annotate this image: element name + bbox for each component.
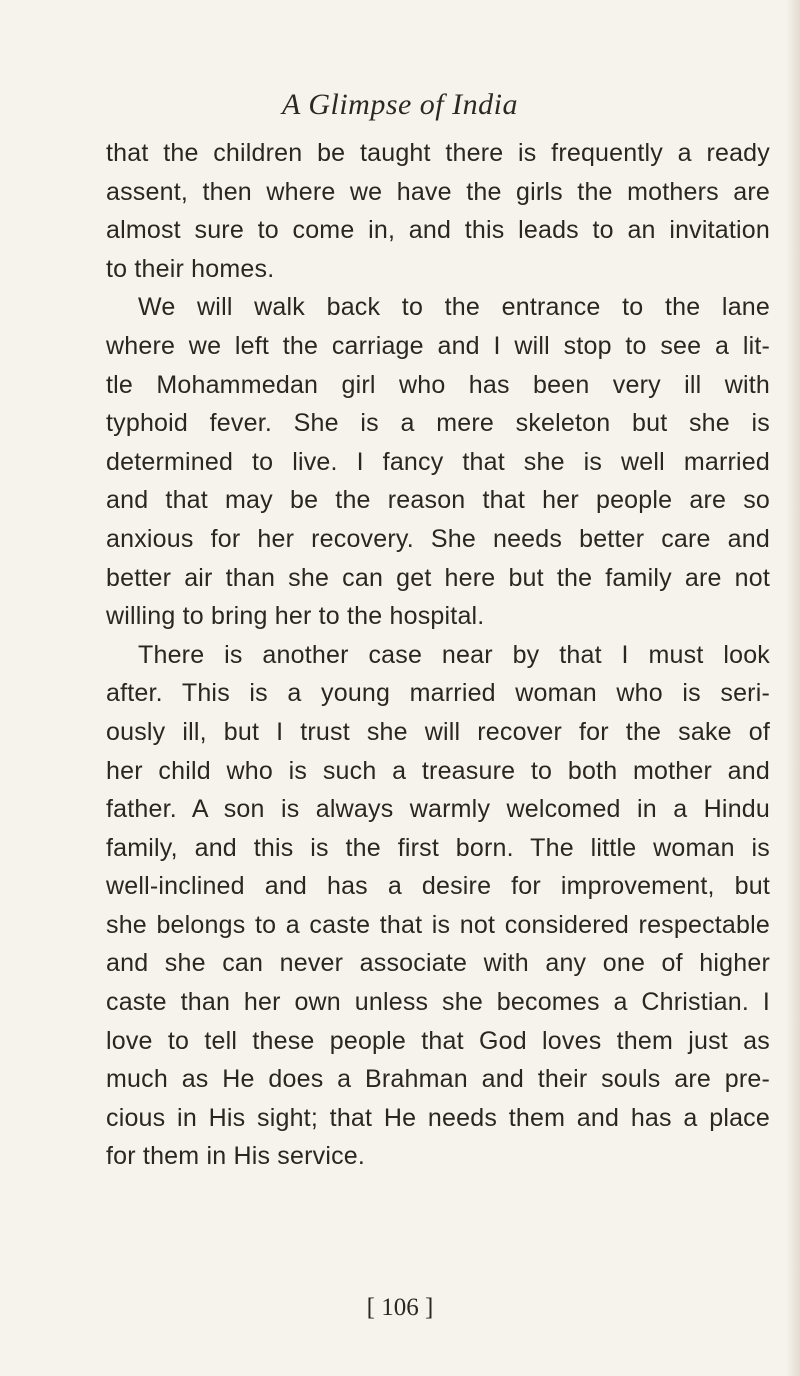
- text-line: determined to live. I fancy that she is well married: [106, 447, 770, 476]
- text-line: anxious for her recovery. She needs better care and: [106, 524, 770, 553]
- text-line: willing to bring her to the hospital.: [106, 602, 485, 631]
- text-line: love to tell these people that God loves them just as: [106, 1026, 770, 1055]
- text-line: after. This is a young married woman who is seri-: [106, 679, 770, 708]
- text-line: caste than her own unless she becomes a Christian. I: [106, 988, 770, 1017]
- text-line: much as He does a Brahman and their souls are pre-: [106, 1065, 770, 1094]
- text-line: There is another case near by that I must look: [138, 640, 770, 669]
- text-line: she belongs to a caste that is not considered respectable: [106, 910, 770, 939]
- body-text: [106, 134, 770, 1176]
- text-line: where we left the carriage and I will stop to see a lit-: [106, 331, 770, 360]
- text-line: assent, then where we have the girls the mothers are: [106, 177, 770, 206]
- text-line: father. A son is always warmly welcomed in a Hindu: [106, 795, 770, 824]
- text-line: well-inclined and has a desire for improvement, but: [106, 872, 770, 901]
- running-head: A Glimpse of India: [282, 88, 518, 121]
- text-line: typhoid fever. She is a mere skeleton but she is: [106, 409, 770, 438]
- text-line: to their homes.: [106, 254, 275, 283]
- text-line: ously ill, but I trust she will recover for the sake of: [106, 717, 770, 746]
- text-line: for them in His service.: [106, 1142, 366, 1171]
- text-line: family, and this is the first born. The little woman is: [106, 833, 770, 862]
- text-line: better air than she can get here but the family are not: [106, 563, 770, 592]
- page-edge-shadow: [786, 0, 800, 1376]
- text-line: almost sure to come in, and this leads to an invitation: [106, 216, 770, 245]
- text-line: We will walk back to the entrance to the lane: [138, 293, 770, 322]
- page-number: [ 106 ]: [366, 1294, 434, 1321]
- text-line: cious in His sight; that He needs them and has a place: [106, 1103, 770, 1132]
- text-line: her child who is such a treasure to both mother and: [106, 756, 770, 785]
- text-line: and that may be the reason that her people are so: [106, 486, 770, 515]
- text-line: tle Mohammedan girl who has been very ill with: [106, 370, 770, 399]
- text-line: and she can never associate with any one of higher: [106, 949, 770, 978]
- text-line: that the children be taught there is frequently a ready: [106, 139, 770, 167]
